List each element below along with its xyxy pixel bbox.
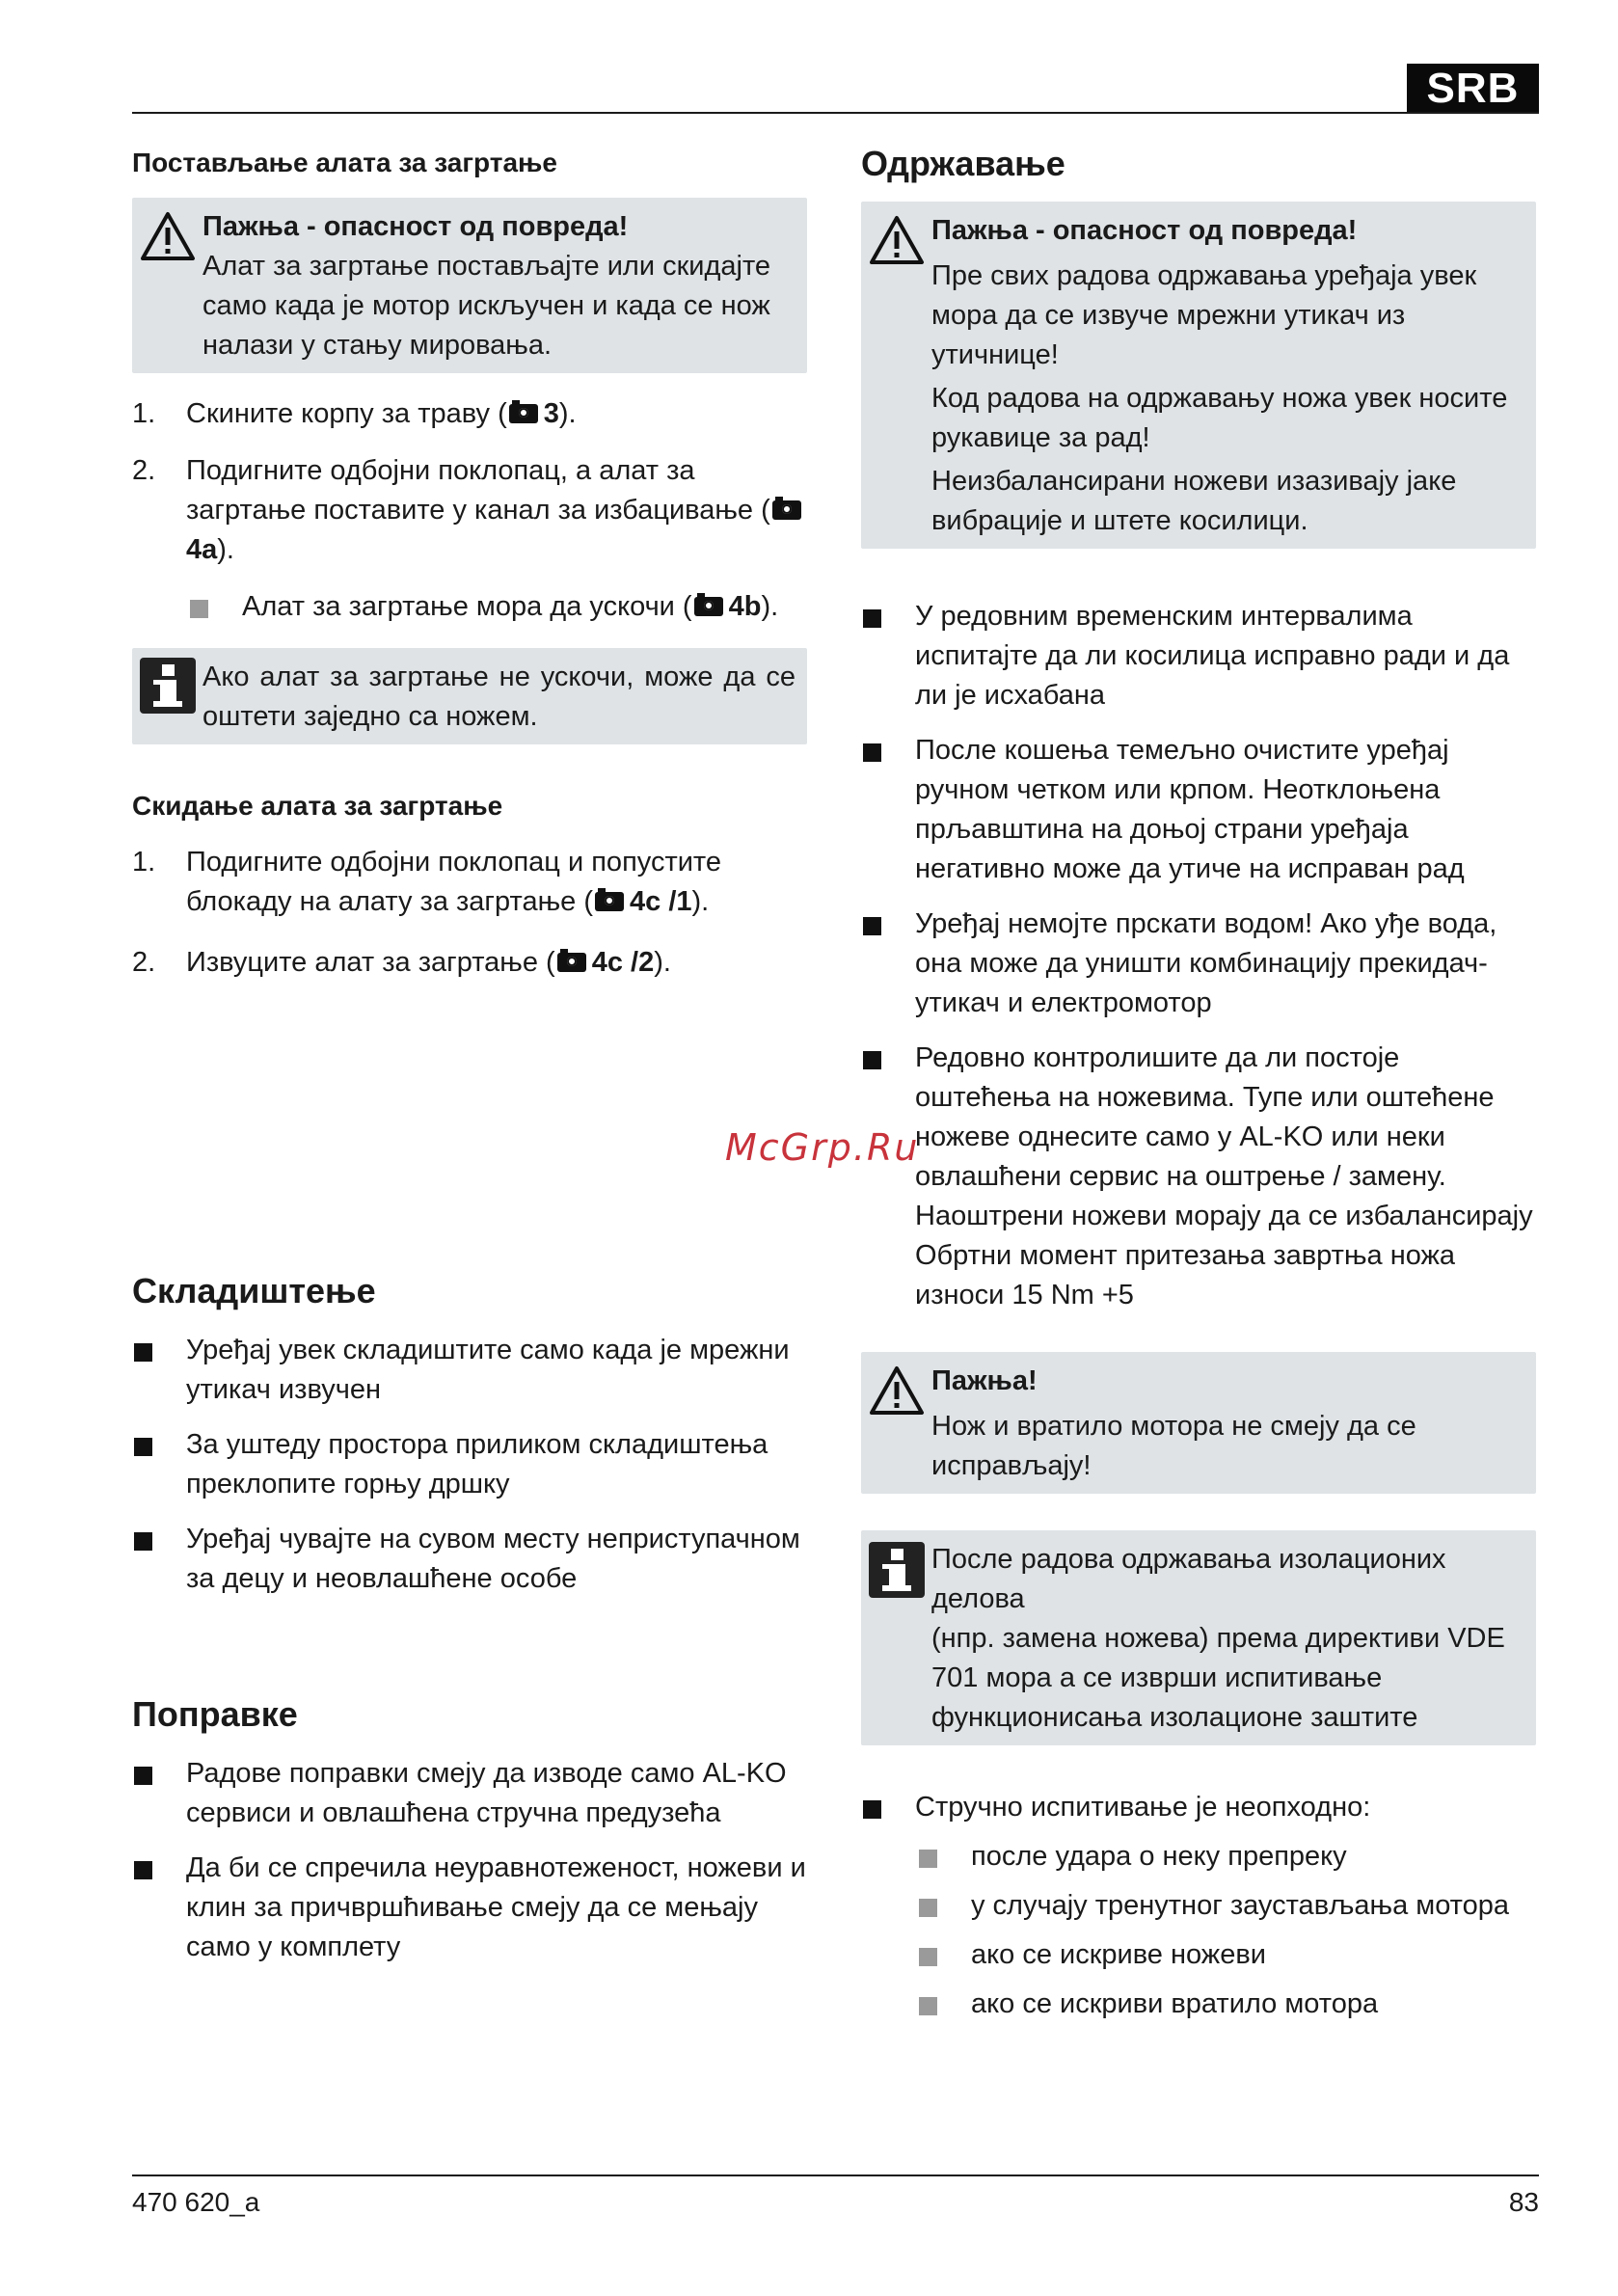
step-text-end: ). (654, 947, 671, 978)
repairs-section (132, 1694, 807, 1967)
installing-info-box (132, 648, 807, 744)
step-number: 1. (132, 847, 156, 878)
figure-ref: 4c /2 (591, 947, 655, 978)
step-text: Извуците алат за загртање ( (186, 947, 555, 978)
bullet-square (863, 743, 881, 762)
bullet-square (134, 1438, 152, 1456)
sub-item-text: ако се искриве ножеви (971, 1939, 1266, 1970)
bullet-square (863, 1800, 881, 1819)
installing-warning-box (132, 198, 807, 373)
bullet-item (861, 905, 1536, 1023)
camera-icon (509, 404, 538, 423)
bullet-text: Стручно испитивање је неопходно: (915, 1792, 1371, 1823)
removing-steps (132, 843, 807, 983)
step-item (132, 394, 807, 434)
warning-paragraph: Пре свих радова одржавања уређаја увек мора да се извуче мрежни утикач из утичнице! (931, 260, 1477, 370)
maintenance-heading: Одржавање (861, 144, 1065, 183)
step-text: Подигните одбојни поклопац, а алат за загртање поставите у канал за избацивање ( (186, 455, 770, 526)
caution-text: Нож и вратило мотора не смеју да се исправљају! (931, 1411, 1416, 1481)
bullet-item (132, 1754, 807, 1833)
bullet-text: За уштеду простора приликом складиштења преклопите горњу дршку (186, 1429, 769, 1499)
figure-ref: 4b (728, 591, 762, 622)
info-text: Ако алат за загртање не ускочи, може да се оштети заједно са ножем. (202, 662, 796, 732)
storage-list (132, 1331, 807, 1599)
maintenance-list (861, 597, 1536, 1315)
step-number: 2. (132, 947, 156, 978)
step-number: 2. (132, 455, 156, 486)
bullet-square (863, 917, 881, 935)
bullet-item (861, 1039, 1536, 1315)
step-text: Подигните одбојни поклопац и попустите блокаду на алату за загртање ( (186, 847, 722, 917)
sub-item-text: после удара о неку препреку (971, 1841, 1347, 1872)
language-tag: SRB (1407, 64, 1539, 114)
figure-ref: 4c /1 (630, 886, 692, 917)
warning-text: Алат за загртање постављајте или скидајте само када је мотор искључен и када се нож налази у стању мировања. (202, 251, 771, 361)
watermark: McGrp.Ru (725, 1126, 920, 1169)
page-number: 83 (1508, 2187, 1539, 2217)
bullet-square (134, 1767, 152, 1785)
step-item (132, 843, 807, 922)
warning-paragraph: Код радова на одржавању ножа увек носите рукавице за рад! (931, 383, 1508, 453)
storage-section (132, 1271, 807, 1599)
sub-item (861, 1886, 1536, 1926)
caution-title: Пажња! (931, 1365, 1038, 1396)
warning-icon (869, 215, 925, 277)
right-column (861, 140, 1536, 2024)
step-number: 1. (132, 398, 156, 429)
step-text-end: ). (691, 886, 710, 917)
bullet-item (861, 731, 1536, 889)
step-text: Скините корпу за траву ( (186, 398, 507, 429)
step-item (132, 943, 807, 983)
bullet-item (132, 1331, 807, 1410)
bullet-square (863, 1051, 881, 1069)
installing-steps (132, 394, 807, 627)
repairs-heading: Поправке (132, 1694, 298, 1734)
info-text: После радова одржавања изолационих делова (931, 1544, 1446, 1614)
bullet-square (134, 1861, 152, 1879)
step-text-end: ). (558, 398, 577, 429)
left-column (132, 140, 807, 983)
bullet-text: У редовним временским интервалима испитајте да ли косилица исправно ради и да ли је исхабана (915, 601, 1510, 711)
sub-step-text: Алат за загртање мора да ускочи ( (242, 591, 692, 622)
bullet-square (134, 1343, 152, 1362)
storage-heading: Складиштење (132, 1271, 376, 1310)
camera-icon (595, 892, 624, 911)
bullet-text: Редовно контролишите да ли постоје оштећења на ножевима. Тупе или оштећене ножеве однесите само у AL-KO или неки овлашћени сервис на оштрење / замену. Наоштрени ножеви морају да се избалансирају (915, 1042, 1533, 1231)
bullet-text: Уређај немојте прскати водом! Ако уђе вода, она може да уништи комбинацију прекидач-утикач и електромотор (915, 908, 1497, 1018)
document-number: 470 620_a (132, 2187, 260, 2217)
sub-item (861, 1837, 1536, 1877)
camera-icon (772, 500, 801, 520)
sub-item-text: ако се искриви вратило мотора (971, 1988, 1379, 2019)
bullet-text: Радове поправки смеју да изводе само AL-KO сервиси и овлашћена стручна предузећа (186, 1758, 787, 1828)
repairs-list (132, 1754, 807, 1967)
camera-icon (557, 953, 586, 972)
header-rule (132, 112, 1539, 114)
bullet-text: Уређај чувајте на сувом месту неприступачном за децу и неовлашћене особе (186, 1524, 800, 1594)
info-icon (140, 658, 196, 714)
sub-item (861, 1985, 1536, 2024)
grey-bullet (919, 1948, 937, 1966)
grey-bullet (919, 1850, 937, 1868)
sub-item-text: у случају тренутног заустављања мотора (971, 1890, 1510, 1921)
sub-step-text-end: ). (761, 591, 779, 622)
info-icon (869, 1542, 925, 1598)
camera-icon (694, 597, 723, 616)
sub-step-item (132, 587, 807, 627)
torque-text: Обртни момент притезања завртња ножа износи 15 Nm +5 (915, 1240, 1456, 1310)
bullet-item (861, 1788, 1536, 1827)
footer-rule (132, 2174, 1539, 2176)
figure-ref: 3 (543, 398, 559, 429)
caution-box (861, 1352, 1536, 1494)
warning-title: Пажња - опасност од повреда! (931, 215, 1358, 246)
warning-title: Пажња - опасност од повреда! (202, 211, 629, 242)
bullet-item (132, 1849, 807, 1967)
grey-bullet (190, 600, 208, 618)
grey-bullet (919, 1997, 937, 2015)
bullet-text: Да би се спречила неуравнотеженост, ножеви и клин за причвршћивање смеју да се мењају само у комплету (186, 1852, 806, 1962)
bullet-text: Уређај увек складиштите само када је мрежни утикач извучен (186, 1335, 790, 1405)
warning-icon (869, 1365, 925, 1427)
step-text-end: ). (217, 534, 234, 565)
inspection-list (861, 1788, 1536, 2024)
removing-heading: Скидање алата за загртање (132, 791, 503, 821)
bullet-text: После кошења темељно очистите уређај ручном четком или крпом. Неотклоњена прљавштина на доњој страни уређаја негативно може да утиче на исправан рад (915, 735, 1465, 884)
info-text: (нпр. замена ножева) према директиви VDE 701 мора а се изврши испитивање функционисања изолационе заштите (931, 1623, 1505, 1733)
installing-heading: Постављање алата за загртање (132, 148, 557, 177)
warning-paragraph: Неизбалансирани ножеви изазивају јаке вибрације и штете косилици. (931, 466, 1457, 536)
maintenance-info-box (861, 1530, 1536, 1745)
sub-item (861, 1935, 1536, 1975)
figure-ref: 4a (186, 534, 218, 565)
step-item (132, 451, 807, 570)
warning-icon (140, 211, 196, 273)
maintenance-warning-box (861, 202, 1536, 549)
bullet-square (863, 609, 881, 628)
bullet-square (134, 1532, 152, 1551)
bullet-item (861, 597, 1536, 716)
bullet-item (132, 1520, 807, 1599)
bullet-item (132, 1425, 807, 1504)
grey-bullet (919, 1899, 937, 1917)
